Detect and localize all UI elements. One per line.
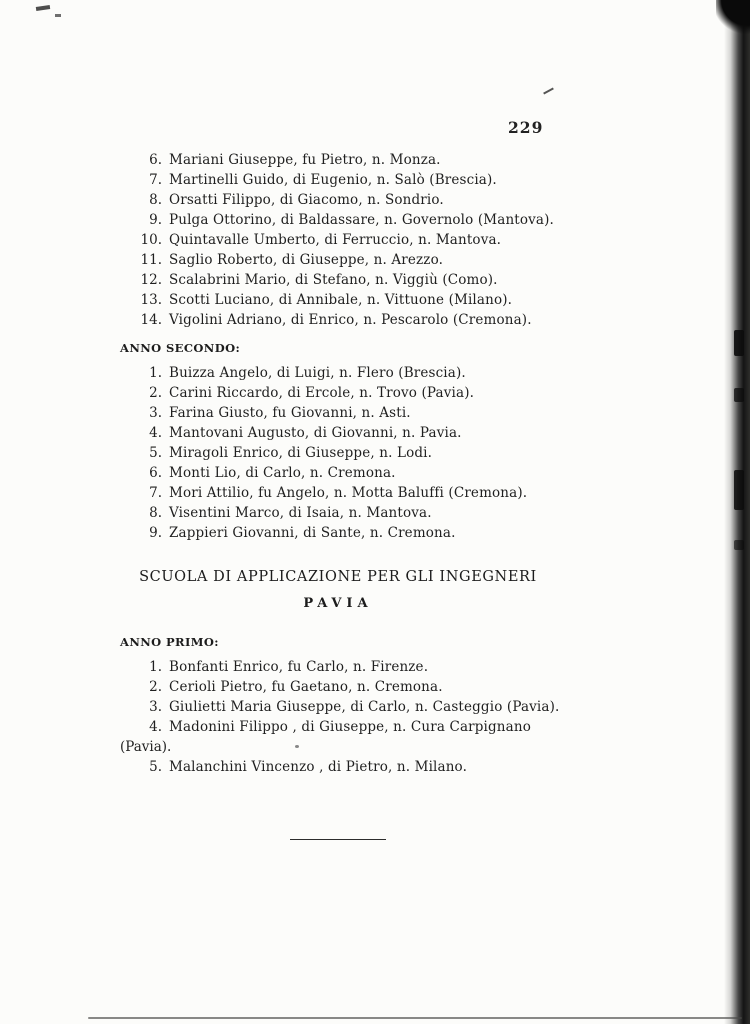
- entry-text: Mariani Giuseppe, fu Pietro, n. Monza.: [169, 152, 441, 168]
- list-entry: [120, 483, 556, 503]
- list-entry: [120, 503, 556, 523]
- list-entry: [120, 463, 556, 483]
- list-entry: [120, 250, 556, 270]
- entry-text: Farina Giusto, fu Giovanni, n. Asti.: [169, 405, 411, 421]
- entry-number: 5.: [149, 759, 162, 775]
- list-entry: [120, 270, 556, 290]
- scan-mark-top-left: [36, 5, 50, 11]
- school-subtitle: PAVIA: [303, 596, 373, 611]
- list-entry: [120, 310, 556, 330]
- list-entry: [120, 190, 556, 210]
- entry-number: 6.: [149, 152, 162, 168]
- entry-text: Quintavalle Umberto, di Ferruccio, n. Mantova.: [169, 232, 502, 248]
- entry-text: Cerioli Pietro, fu Gaetano, n. Cremona.: [169, 679, 443, 695]
- entry-text: Malanchini Vincenzo , di Pietro, n. Milano.: [169, 759, 468, 775]
- entry-number: 9.: [149, 525, 162, 541]
- entry-number: 6.: [149, 465, 162, 481]
- entry-text: Monti Lio, di Carlo, n. Cremona.: [169, 465, 396, 481]
- list-entry: [120, 657, 556, 677]
- section-heading-anno-secondo: ANNO SECONDO:: [120, 341, 241, 355]
- entry-number: 12.: [140, 272, 162, 288]
- entry-number: 7.: [149, 172, 162, 188]
- scan-edge-streak: [734, 540, 744, 550]
- entry-text: Giulietti Maria Giuseppe, di Carlo, n. Casteggio (Pavia).: [169, 699, 560, 715]
- entry-number: 2.: [149, 385, 162, 401]
- entry-text: Carini Riccardo, di Ercole, n. Trovo (Pavia).: [169, 385, 475, 401]
- list-entry: [120, 383, 556, 403]
- scan-edge-right-band: [724, 0, 750, 1024]
- scan-edge-streak: [734, 470, 744, 510]
- entry-number: 7.: [149, 485, 162, 501]
- entry-text: Mantovani Augusto, di Giovanni, n. Pavia.: [169, 425, 462, 441]
- entry-number: 13.: [140, 292, 162, 308]
- entry-number: 4.: [149, 719, 162, 735]
- scan-tick-mark: [543, 88, 554, 95]
- entry-text: Mori Attilio, fu Angelo, n. Motta Baluffi (Cremona).: [169, 485, 528, 501]
- entry-text: Madonini Filippo , di Giuseppe, n. Cura Carpignano: [169, 719, 531, 735]
- entry-text: Scotti Luciano, di Annibale, n. Vittuone (Milano).: [169, 292, 513, 308]
- list-entry: [120, 363, 556, 383]
- entry-number: 3.: [149, 405, 162, 421]
- list-entry: [120, 677, 556, 697]
- entry-text: Orsatti Filippo, di Giacomo, n. Sondrio.: [169, 192, 444, 208]
- entry-number: 8.: [149, 192, 162, 208]
- entry-number: 14.: [140, 312, 162, 328]
- scan-bottom-edge-line: [88, 1017, 742, 1019]
- entry-text: Zappieri Giovanni, di Sante, n. Cremona.: [169, 525, 456, 541]
- text-column: [120, 150, 560, 840]
- scan-edge-streak: [734, 388, 744, 402]
- entry-number: 4.: [149, 425, 162, 441]
- entry-text: Saglio Roberto, di Giuseppe, n. Arezzo.: [169, 252, 444, 268]
- list-entry: [120, 523, 556, 543]
- list-entry: [120, 697, 560, 717]
- page-number: 229: [508, 118, 544, 137]
- scan-mark-top-left: [55, 14, 61, 17]
- entry-number: 1.: [149, 659, 162, 675]
- entry-number: 9.: [149, 212, 162, 228]
- entry-number: 11.: [140, 252, 162, 268]
- section-end-rule: [290, 839, 386, 840]
- entry-number: 5.: [149, 445, 162, 461]
- entry-text: Pulga Ottorino, di Baldassare, n. Governolo (Mantova).: [169, 212, 554, 228]
- list-entry: [120, 170, 556, 190]
- scan-corner-mark-top-right: [716, 0, 750, 34]
- school-title: SCUOLA DI APPLICAZIONE PER GLI INGEGNERI: [139, 569, 537, 585]
- entry-number: 10.: [140, 232, 162, 248]
- entry-text: Vigolini Adriano, di Enrico, n. Pescarolo (Cremona).: [169, 312, 532, 328]
- entry-number: 2.: [149, 679, 162, 695]
- list-entry: [120, 757, 556, 777]
- list-entry: [120, 423, 556, 443]
- entry-text: Buizza Angelo, di Luigi, n. Flero (Brescia).: [169, 365, 466, 381]
- list-entry: [120, 717, 556, 737]
- entry-number: 8.: [149, 505, 162, 521]
- entry-number: 3.: [149, 699, 162, 715]
- list-entry: [120, 230, 556, 250]
- list-entry: [120, 443, 556, 463]
- list-entry: [120, 403, 556, 423]
- entry-text: Martinelli Guido, di Eugenio, n. Salò (Brescia).: [169, 172, 497, 188]
- entry-text: Miragoli Enrico, di Giuseppe, n. Lodi.: [169, 445, 433, 461]
- entry-continuation-line: (Pavia).: [120, 739, 172, 755]
- scan-edge-streak: [734, 330, 744, 356]
- list-entry: [120, 210, 556, 230]
- entry-number: 1.: [149, 365, 162, 381]
- list-entry: [120, 150, 556, 170]
- entry-text: Visentini Marco, di Isaia, n. Mantova.: [169, 505, 432, 521]
- list-entry: [120, 290, 556, 310]
- entry-text: Scalabrini Mario, di Stefano, n. Viggiù (Como).: [169, 272, 498, 288]
- entry-text: Bonfanti Enrico, fu Carlo, n. Firenze.: [169, 659, 429, 675]
- section-heading-anno-primo: ANNO PRIMO:: [120, 635, 219, 649]
